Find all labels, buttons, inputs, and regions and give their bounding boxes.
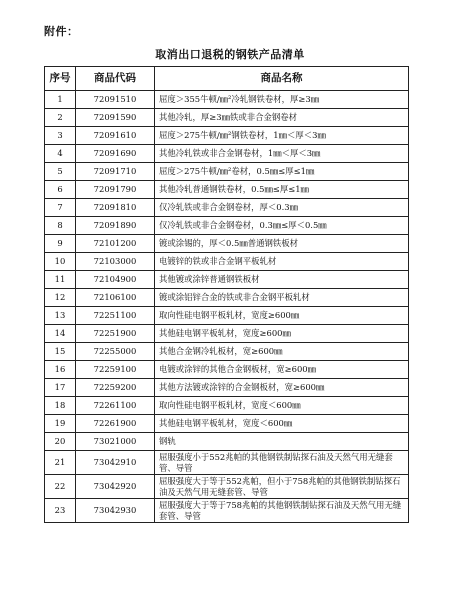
row-number: 19: [45, 415, 76, 433]
product-code: 72091810: [76, 199, 155, 217]
product-code: 73042930: [76, 499, 155, 523]
table-row: [45, 253, 409, 271]
product-code: 72103000: [76, 253, 155, 271]
product-code: 72251100: [76, 307, 155, 325]
product-code: 72091590: [76, 109, 155, 127]
product-code: 73042920: [76, 475, 155, 499]
product-name: 屈服强度大于等于552兆帕，但小于758兆帕的其他钢铁制钻探石油及天然气用无缝套管、导管: [155, 475, 409, 499]
row-number: 17: [45, 379, 76, 397]
row-number: 4: [45, 145, 76, 163]
table-row: [45, 127, 409, 145]
row-number: 16: [45, 361, 76, 379]
product-name: 其他冷轧，厚≥3㎜铁或非合金钢卷材: [155, 109, 409, 127]
table-row: [45, 343, 409, 361]
row-number: 12: [45, 289, 76, 307]
product-name: 屈服强度小于552兆帕的其他钢铁制钻探石油及天然气用无缝套管、导管: [155, 451, 409, 475]
table-row: [45, 475, 409, 499]
product-name: 屈度＞275牛顿/㎜²钢铁卷材，1㎜＜厚＜3㎜: [155, 127, 409, 145]
row-number: 7: [45, 199, 76, 217]
product-name: 其他冷轧铁或非合金钢卷材，1㎜＜厚＜3㎜: [155, 145, 409, 163]
product-name: 电镀锌的铁或非合金钢平板轧材: [155, 253, 409, 271]
product-list-table: [44, 66, 409, 523]
product-name: 仅冷轧铁或非合金钢卷材，厚＜0.3㎜: [155, 199, 409, 217]
row-number: 21: [45, 451, 76, 475]
product-name: 其他镀或涂锌普通钢铁板材: [155, 271, 409, 289]
product-code: 72255000: [76, 343, 155, 361]
row-number: 20: [45, 433, 76, 451]
product-code: 72091510: [76, 91, 155, 109]
product-name: 电镀或涂锌的其他合金钢板材，宽≥600㎜: [155, 361, 409, 379]
table-row: [45, 361, 409, 379]
product-name: 其他硅电钢平板轧材，宽度＜600㎜: [155, 415, 409, 433]
product-code: 72259200: [76, 379, 155, 397]
product-name: 镀或涂锡的，厚＜0.5㎜普通钢铁板材: [155, 235, 409, 253]
row-number: 1: [45, 91, 76, 109]
product-code: 72091890: [76, 217, 155, 235]
row-number: 3: [45, 127, 76, 145]
column-header-number: 序号: [45, 67, 76, 91]
product-name: 镀或涂铝锌合金的铁或非合金钢平板轧材: [155, 289, 409, 307]
table-row: [45, 217, 409, 235]
product-code: 72259100: [76, 361, 155, 379]
product-code: 73042910: [76, 451, 155, 475]
attachment-label: 附件：: [44, 25, 79, 38]
product-code: 72101200: [76, 235, 155, 253]
product-code: 72261100: [76, 397, 155, 415]
table-row: [45, 271, 409, 289]
row-number: 10: [45, 253, 76, 271]
product-name: 屈度＞355牛顿/㎜²冷轧钢铁卷材，厚≥3㎜: [155, 91, 409, 109]
table-row: [45, 199, 409, 217]
table-row: [45, 181, 409, 199]
row-number: 2: [45, 109, 76, 127]
row-number: 13: [45, 307, 76, 325]
column-header-name: 商品名称: [155, 67, 409, 91]
table-row: [45, 379, 409, 397]
row-number: 5: [45, 163, 76, 181]
column-header-code: 商品代码: [76, 67, 155, 91]
product-name: 取向性硅电钢平板轧材，宽度＜600㎜: [155, 397, 409, 415]
product-name: 钢轨: [155, 433, 409, 451]
product-code: 73021000: [76, 433, 155, 451]
table-row: [45, 307, 409, 325]
product-code: 72091610: [76, 127, 155, 145]
product-name: 屈度＞275牛顿/㎜²卷材，0.5㎜≤厚≤1㎜: [155, 163, 409, 181]
product-name: 仅冷轧铁或非合金钢卷材，0.3㎜≤厚＜0.5㎜: [155, 217, 409, 235]
product-code: 72261900: [76, 415, 155, 433]
product-code: 72091710: [76, 163, 155, 181]
product-code: 72091790: [76, 181, 155, 199]
table-row: [45, 325, 409, 343]
document-title: 取消出口退税的钢铁产品清单: [155, 48, 305, 61]
table-row: [45, 109, 409, 127]
product-name: 其他方法镀或涂锌的合金钢板材，宽≥600㎜: [155, 379, 409, 397]
row-number: 6: [45, 181, 76, 199]
product-code: 72104900: [76, 271, 155, 289]
table-row: [45, 451, 409, 475]
product-name: 取向性硅电钢平板轧材，宽度≥600㎜: [155, 307, 409, 325]
table-header-row: [45, 67, 409, 91]
table-row: [45, 397, 409, 415]
row-number: 14: [45, 325, 76, 343]
row-number: 18: [45, 397, 76, 415]
table-row: [45, 91, 409, 109]
product-code: 72251900: [76, 325, 155, 343]
table-row: [45, 163, 409, 181]
row-number: 9: [45, 235, 76, 253]
row-number: 8: [45, 217, 76, 235]
product-name: 屈服强度大于等于758兆帕的其他钢铁制钻探石油及天然气用无缝套管、导管: [155, 499, 409, 523]
row-number: 11: [45, 271, 76, 289]
product-code: 72091690: [76, 145, 155, 163]
table-row: [45, 433, 409, 451]
product-name: 其他硅电钢平板轧材，宽度≥600㎜: [155, 325, 409, 343]
table-row: [45, 145, 409, 163]
row-number: 23: [45, 499, 76, 523]
table-row: [45, 499, 409, 523]
table-row: [45, 415, 409, 433]
row-number: 22: [45, 475, 76, 499]
product-code: 72106100: [76, 289, 155, 307]
table-row: [45, 235, 409, 253]
product-name: 其他合金钢冷轧板材，宽≥600㎜: [155, 343, 409, 361]
table-row: [45, 289, 409, 307]
row-number: 15: [45, 343, 76, 361]
product-name: 其他冷轧普通钢铁卷材，0.5㎜≤厚≤1㎜: [155, 181, 409, 199]
